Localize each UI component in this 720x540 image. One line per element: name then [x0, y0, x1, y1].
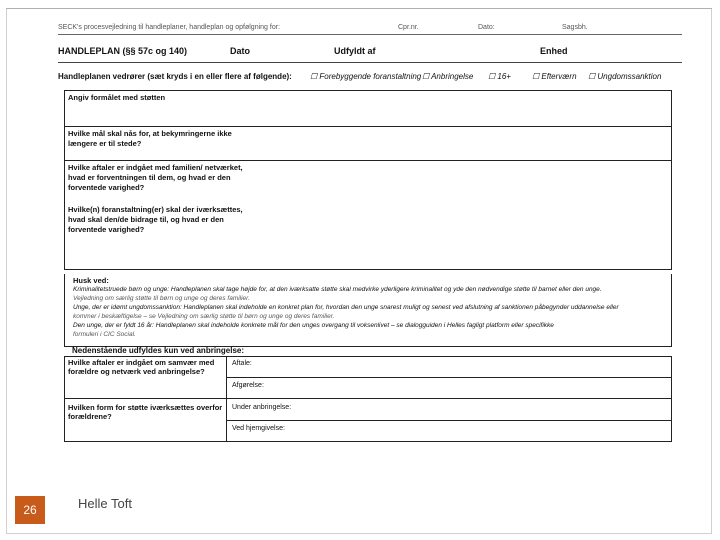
- title-rule: [58, 62, 682, 63]
- question-text: Hvilke(n) foranstaltning(er) skal der iværksættes, hvad skal den/de bidrage til, og hvad er den forventede varighed?: [68, 205, 243, 234]
- aftale-field[interactable]: [227, 357, 671, 378]
- dato-label: Dato: [230, 46, 250, 56]
- anbringelse-question: [65, 357, 227, 399]
- slide-number-badge: 26: [15, 496, 45, 524]
- ved-hjemgivelse-field[interactable]: [227, 421, 671, 441]
- option-anbringelse[interactable]: ☐ Anbringelse: [422, 72, 474, 81]
- notes-line: Vejledning om særlig støtte til børn og unge og deres familier.: [73, 295, 250, 302]
- header-small-dato: Dato:: [478, 24, 495, 31]
- option-ungdomssanktion[interactable]: ☐ Ungdomssanktion: [588, 72, 662, 81]
- question-row[interactable]: [65, 91, 671, 127]
- questions-table: [64, 90, 672, 270]
- notes-line: Kriminalitetstruede børn og unge: Handleplanen skal tage højde for, at den iværksatte støtte skal medvirke yderligere kriminalitet og yde den nødvendige støtte til barnet eller den unge.: [73, 286, 602, 293]
- question-text: Angiv formålet med støtten: [68, 93, 166, 102]
- question-row[interactable]: [65, 161, 671, 203]
- enhed-label: Enhed: [540, 46, 568, 56]
- field-label: Afgørelse:: [232, 382, 264, 389]
- field-label: Aftale:: [232, 360, 252, 367]
- header-small-rule: [58, 34, 682, 35]
- handleplan-document: [52, 22, 682, 452]
- header-small-left: SECK's procesvejledning til handleplaner, handleplan og opfølgning for:: [58, 24, 280, 31]
- field-label: Under anbringelse:: [232, 404, 292, 411]
- page-title: HANDLEPLAN (§§ 57c og 140): [58, 46, 188, 56]
- notes-box: [64, 274, 672, 347]
- anbringelse-question: [65, 399, 227, 441]
- question-text: Hvilke mål skal nås for, at bekymringerne ikke længere er til stede?: [68, 129, 232, 148]
- udfyldt-af-label: Udfyldt af: [334, 46, 376, 56]
- question-text: Hvilke aftaler er indgået om samvær med forældre og netværk ved anbringelse?: [68, 358, 215, 376]
- question-row[interactable]: [65, 203, 671, 269]
- option-forebyggende[interactable]: ☐ Forebyggende foranstaltning: [310, 72, 422, 81]
- question-text: Hvilken form for støtte iværksættes overfor forældrene?: [68, 403, 223, 421]
- question-text: Hvilke aftaler er indgået med familien/ netværket, hvad er forventningen til dem, og hvad er den forventede varighed?: [68, 163, 243, 192]
- footer-author: Helle Toft: [78, 496, 132, 511]
- slide-top-rule: [6, 8, 712, 9]
- notes-line: Unge, der er idømt ungdomssanktion: Handleplanen skal indeholde en konkret plan for, hvordan den unge snarest muligt og senest ved afslutning af sanktionen påbegynder uddannelse eller: [73, 304, 619, 311]
- field-label: Ved hjemgivelse:: [232, 425, 285, 432]
- afgoerelse-field[interactable]: [227, 378, 671, 399]
- notes-line: formuleri i CIC Social.: [73, 331, 136, 338]
- vedroerer-label: Handleplanen vedrører (sæt kryds i en eller flere af følgende):: [58, 72, 292, 81]
- header-small-sagsbh: Sagsbh.: [562, 24, 588, 31]
- title-row: [58, 46, 682, 62]
- anbringelse-heading: Nedenstående udfyldes kun ved anbringelse:: [72, 346, 245, 355]
- under-anbringelse-field[interactable]: [227, 399, 671, 421]
- question-row[interactable]: [65, 127, 671, 161]
- option-eftervaern[interactable]: ☐ Efterværn: [532, 72, 577, 81]
- notes-line: kommer i beskæftigelse – se Vejledning om særlig støtte til børn og unge og deres familier.: [73, 313, 335, 320]
- option-16plus[interactable]: ☐ 16+: [488, 72, 511, 81]
- notes-heading: Husk ved:: [73, 276, 109, 285]
- anbringelse-table: [64, 356, 672, 442]
- header-small-cpr: Cpr.nr.: [398, 24, 419, 31]
- notes-line: Den unge, der er fyldt 16 år: Handleplanen skal indeholde konkrete mål for den unges overgang til voksenlivet – se dialogguiden i Helles fagligt platform eller specifikke: [73, 322, 554, 329]
